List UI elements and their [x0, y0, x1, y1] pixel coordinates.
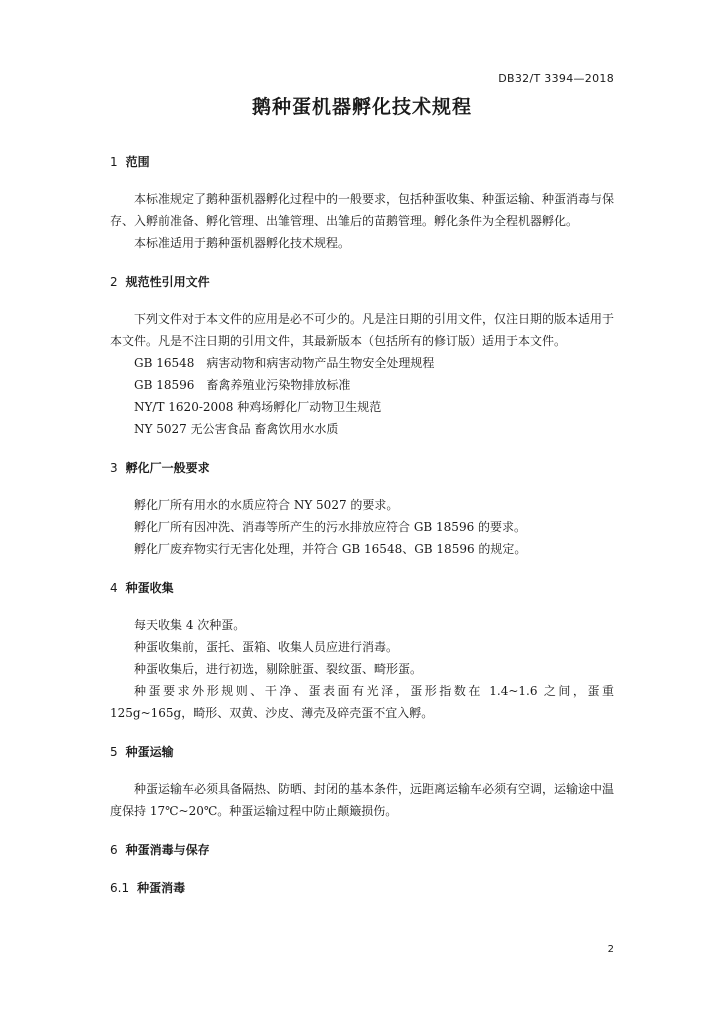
- section-heading-3: 3 孵化厂一般要求: [110, 461, 210, 475]
- document-body: [110, 152, 614, 898]
- paragraph: 每天收集 4 次种蛋。: [134, 618, 246, 632]
- reference-item: GB 18596 畜禽养殖业污染物排放标准: [134, 378, 351, 392]
- paragraph: 种蛋收集后，进行初选，剔除脏蛋、裂纹蛋、畸形蛋。: [134, 662, 423, 676]
- paragraph: 种蛋运输车必须具备隔热、防晒、封闭的基本条件，远距离运输车必须有空调，运输途中温度保持 17℃~20℃。种蛋运输过程中防止颠簸损伤。: [110, 782, 615, 818]
- section-heading-5: 5 种蛋运输: [110, 745, 174, 759]
- standard-code: DB32/T 3394—2018: [498, 72, 614, 85]
- reference-item: NY/T 1620-2008 种鸡场孵化厂动物卫生规范: [134, 400, 382, 414]
- paragraph: 孵化厂所有用水的水质应符合 NY 5027 的要求。: [134, 498, 399, 512]
- page-number: 2: [607, 944, 614, 955]
- section-heading-4: 4 种蛋收集: [110, 581, 174, 595]
- section-heading-2: 2 规范性引用文件: [110, 275, 210, 289]
- paragraph: 下列文件对于本文件的应用是必不可少的。凡是注日期的引用文件，仅注日期的版本适用于本文件。凡是不注日期的引用文件，其最新版本（包括所有的修订版）适用于本文件。: [110, 312, 615, 348]
- document-title: 鹅种蛋机器孵化技术规程: [251, 96, 472, 118]
- paragraph: 种蛋要求外形规则、干净、蛋表面有光泽，蛋形指数在 1.4~1.6 之间，蛋重 125g~165g，畸形、双黄、沙皮、薄壳及碎壳蛋不宜入孵。: [110, 684, 614, 720]
- section-heading-6-1: 6.1 种蛋消毒: [110, 881, 186, 895]
- section-heading-1: 1 范围: [110, 155, 150, 169]
- section-heading-6: 6 种蛋消毒与保存: [110, 843, 210, 857]
- paragraph: 孵化厂所有因冲洗、消毒等所产生的污水排放应符合 GB 18596 的要求。: [134, 520, 527, 534]
- paragraph: 孵化厂废弃物实行无害化处理，并符合 GB 16548、GB 18596 的规定。: [134, 542, 527, 556]
- paragraph: 本标准适用于鹅种蛋机器孵化技术规程。: [134, 236, 351, 250]
- reference-item: GB 16548 病害动物和病害动物产品生物安全处理规程: [134, 356, 435, 370]
- paragraph: 本标准规定了鹅种蛋机器孵化过程中的一般要求，包括种蛋收集、种蛋运输、种蛋消毒与保存、入孵前准备、孵化管理、出雏管理、出雏后的苗鹅管理。孵化条件为全程机器孵化。: [110, 192, 615, 228]
- reference-item: NY 5027 无公害食品 畜禽饮用水水质: [134, 422, 339, 436]
- paragraph: 种蛋收集前，蛋托、蛋箱、收集人员应进行消毒。: [134, 640, 399, 654]
